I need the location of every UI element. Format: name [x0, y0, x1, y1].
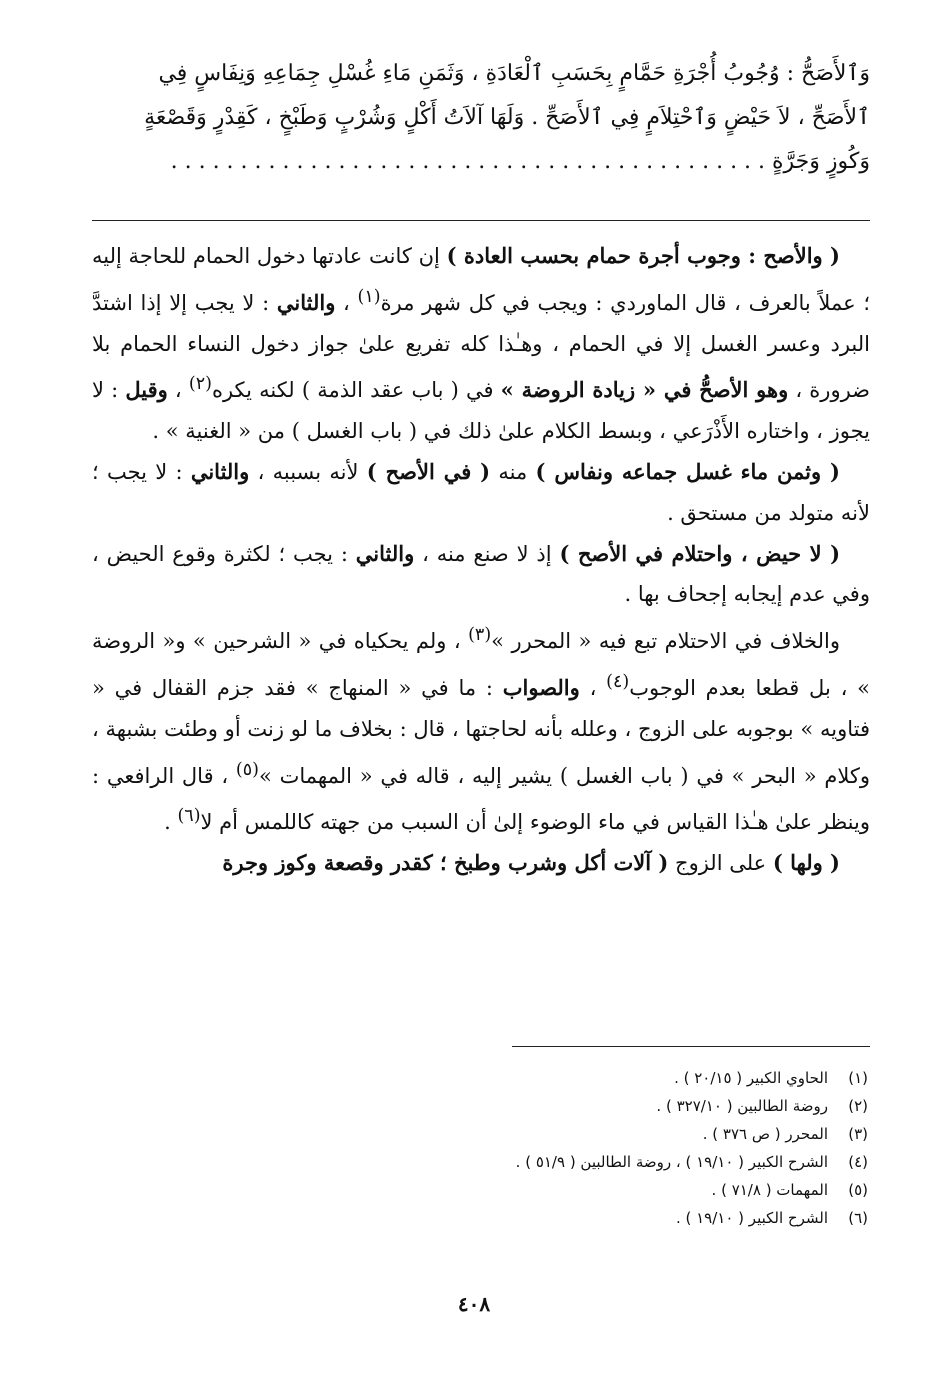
quoted-matn: ( في الأصح ) — [366, 458, 491, 484]
footnote-number: (٦) — [848, 1209, 868, 1227]
commentary-text — [92, 236, 870, 884]
footnote-ref-2[interactable]: (٢) — [188, 374, 212, 395]
commentary-span: : لا يجب ؛ لأنه متولد من مستحق . — [92, 459, 870, 525]
matn-text — [92, 52, 870, 184]
section-divider — [92, 220, 870, 221]
commentary-paragraph-5 — [92, 843, 870, 884]
footnote-text: الشرح الكبير ( ١٩/١٠ ) . — [675, 1209, 828, 1227]
footnote-text: الشرح الكبير ( ١٩/١٠ ) ، روضة الطالبين ( ٥١/٩ ) . — [515, 1153, 828, 1171]
commentary-span: : يجب ؛ لكثرة وقوع الحيض ، وفي عدم إيجابه إجحاف بها . — [92, 541, 870, 607]
bold-term: والثاني — [190, 458, 250, 484]
bold-term: والثاني — [276, 289, 336, 315]
footnote-text: المهمات ( ٧١/٨ ) . — [711, 1181, 828, 1199]
commentary-span: ، — [167, 378, 189, 403]
quoted-matn: ( لا حيض ، واحتلام في الأصح ) — [559, 540, 841, 566]
bold-term: وقيل — [125, 377, 168, 403]
commentary-span: ، ولم يحكياه في « الشرحين » و« الروضة » ، بل قطعا بعدم الوجوب — [92, 629, 871, 700]
footnote — [200, 1064, 868, 1092]
footnote-number: (٣) — [848, 1125, 868, 1143]
quoted-matn: ( والأصح : وجوب أجرة حمام بحسب العادة ) — [446, 243, 840, 268]
footnote-ref-6[interactable]: (٦) — [177, 806, 201, 827]
commentary-span: منه — [490, 459, 536, 484]
footnote-text: الحاوي الكبير ( ٢٠/١٥ ) . — [674, 1069, 828, 1087]
footnote-text: روضة الطالبين ( ٣٢٧/١٠ ) . — [656, 1097, 828, 1115]
footnote-ref-1[interactable]: (١) — [357, 286, 381, 307]
footnote-ref-3[interactable]: (٣) — [468, 625, 492, 646]
footnote-number: (٤) — [848, 1153, 868, 1171]
commentary-span: ، قال الرافعي : وينظر علىٰ هـٰذا القياس في ماء الوضوء إلىٰ أن السبب من جهته كاللمس أم لا — [92, 763, 870, 835]
quoted-matn: ( وثمن ماء غسل جماعه ونفاس ) — [535, 458, 840, 484]
commentary-span: : لا يجوز ، واختاره الأَذْرَعي ، وبسط الكلام علىٰ ذلك في ( باب الغسل ) من « الغنية » . — [92, 378, 870, 444]
footnotes — [200, 1064, 868, 1232]
commentary-paragraph-3 — [92, 534, 870, 616]
commentary-span: في ( باب عقد الذمة ) لكنه يكره — [211, 378, 501, 403]
footnote-number: (١) — [848, 1069, 868, 1087]
footnote — [200, 1148, 868, 1176]
quoted-matn: ( ولها ) — [772, 850, 840, 876]
commentary-span: إذ لا صنع منه ، — [414, 541, 560, 566]
footnote — [200, 1092, 868, 1120]
footnote — [200, 1120, 868, 1148]
commentary-paragraph-1 — [92, 236, 870, 452]
bold-term: والثاني — [355, 540, 415, 566]
bold-term: وهو الأصحُّ في « زيادة الروضة » — [500, 377, 789, 403]
page-number: ٤٠٨ — [457, 1292, 491, 1316]
matn-line-3: وَكُوزٍ وَجَرَّةٍ . . . . . . . . . . . . . . . . . . . . . . . . . . . . . . . . . . . . . . . . . . . — [170, 149, 870, 174]
bold-term: والصواب — [502, 674, 580, 700]
matn-line-1: وَٱلأَصَحُّ : وُجُوبُ أُجْرَةِ حَمَّامٍ بِحَسَبِ ٱلْعَادَةِ ، وَثَمَنِ مَاءِ غُسْلِ جِمَاعِهِ وَنِفَاسٍ فِي — [158, 61, 870, 86]
commentary-span: ، — [335, 290, 358, 315]
footnote-ref-5[interactable]: (٥) — [235, 759, 259, 780]
commentary-span: لأنه بسببه ، — [249, 459, 367, 484]
commentary-span: : لا يجب إلا إذا اشتدَّ البرد وعسر الغسل إلا في الحمام ، وهـٰذا كله تفريع علىٰ جواز دخول النساء الحمام بلا ضرورة ، — [92, 290, 871, 403]
footnote — [200, 1204, 868, 1232]
commentary-paragraph-4 — [92, 615, 870, 843]
footnote-number: (٢) — [848, 1097, 868, 1115]
commentary-span: : ما في « المنهاج » فقد جزم القفال في « فتاويه » بوجوبه على الزوج ، وعلله بأنه لحاجتها ، قال : بخلاف ما لو زنت أو وطئت بشبهة ، وكلام « البحر » في ( باب الغسل ) يشير إليه ، قاله في « المهمات » — [92, 675, 870, 788]
footnotes-rule — [512, 1046, 870, 1047]
footnote-text: المحرر ( ص ٣٧٦ ) . — [702, 1125, 828, 1143]
commentary-span: والخلاف في الاحتلام تبع فيه « المحرر » — [491, 629, 840, 654]
commentary-span: إن كانت عادتها دخول الحمام للحاجة إليه ؛ عملاً بالعرف ، قال الماوردي : ويجب في كل شهر مرة — [92, 244, 870, 315]
footnote-number: (٥) — [848, 1181, 868, 1199]
footnote — [200, 1176, 868, 1204]
quoted-matn: ( آلات أكل وشرب وطبخ ؛ كقدر وقصعة وكوز وجرة — [222, 850, 669, 876]
commentary-paragraph-2 — [92, 452, 870, 534]
commentary-span: ، — [579, 675, 607, 700]
commentary-span: على الزوج — [668, 851, 773, 876]
commentary-span: . — [164, 810, 178, 835]
footnote-ref-4[interactable]: (٤) — [606, 671, 630, 692]
matn-line-2: ٱلأَصَحِّ ، لاَ حَيْضٍ وَٱحْتِلاَمٍ فِي ٱلأَصَحِّ . وَلَهَا آلاَتُ أَكْلٍ وَشُرْبٍ وَطَبْخٍ ، كَقِدْرٍ وَقَصْعَةٍ — [144, 105, 870, 130]
